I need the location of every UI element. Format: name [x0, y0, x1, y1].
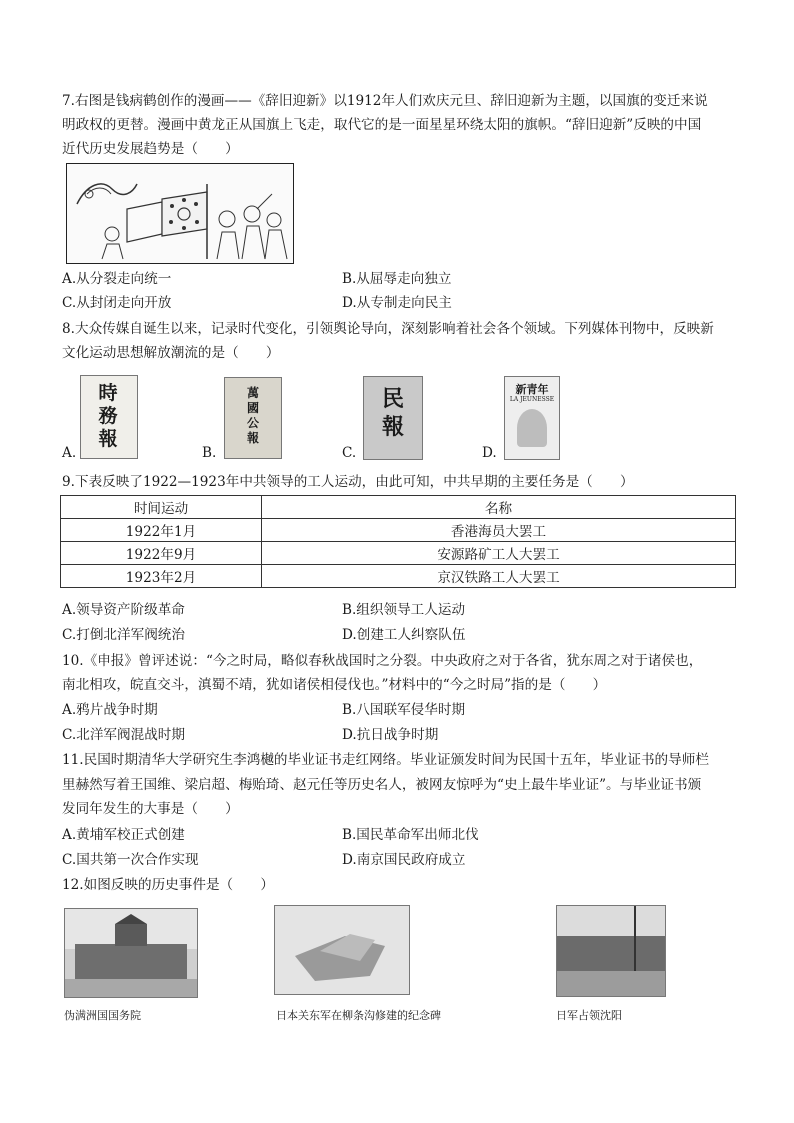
q7-option-b: B.从屈辱走向独立 — [342, 271, 452, 287]
cover-b-title: 萬國公報 — [246, 386, 259, 445]
q10-stem-line-1: 10.《申报》曾评述说：“今之时局，略似春秋战国时之分裂。中央政府之对于各省，犹东周之对于诸侯也， — [62, 653, 703, 669]
q8-cover-b-image — [224, 377, 282, 459]
table-row — [61, 519, 736, 542]
q8-cover-d-image — [504, 376, 560, 460]
q12-caption-3: 日军占领沈阳 — [556, 1009, 622, 1022]
occupation-photo — [557, 906, 665, 996]
table-header-cell: 时间运动 — [61, 496, 262, 519]
q8-option-d: D. — [482, 445, 497, 461]
q10-option-b: B.八国联军侵华时期 — [342, 702, 466, 718]
q10-stem-line-2: 南北相攻，皖直交斗，滇蜀不靖，犹如诸侯相侵伐也。”材料中的“今之时局”指的是（ ） — [62, 677, 607, 693]
q10-option-a: A.鸦片战争时期 — [62, 702, 158, 718]
q8-option-b: B. — [202, 445, 217, 461]
q7-stem-line-1: 7.右图是钱病鹤创作的漫画——《辞旧迎新》以1912年人们欢庆元旦、辞旧迎新为主题，以国旗的变迁来说 — [62, 93, 708, 109]
q9-option-a: A.领导资产阶级革命 — [62, 602, 185, 618]
q10-option-d: D.抗日战争时期 — [342, 727, 439, 743]
q7-stem-line-2: 明政权的更替。漫画中黄龙正从国旗上飞走，取代它的是一面星星环绕太阳的旗帜。“辞旧迎新”反映的中国 — [62, 117, 702, 133]
q8-cover-c-image — [363, 376, 423, 460]
q8-option-c: C. — [342, 445, 357, 461]
table-cell: 1922年1月 — [61, 519, 262, 542]
q8-cover-a-image — [80, 375, 138, 459]
q10-option-c: C.北洋军阀混战时期 — [62, 727, 185, 743]
q8-stem-line-1: 8.大众传媒自诞生以来，记录时代变化，引领舆论导向，深刻影响着社会各个领域。下列媒体刊物中，反映新 — [62, 321, 714, 337]
q9-table — [60, 495, 736, 588]
q11-stem-line-2: 里赫然写着王国维、梁启超、梅贻琦、赵元任等历史名人，被网友惊呼为“史上最牛毕业证”。与毕业证书颁 — [62, 777, 702, 793]
q7-stem-line-3: 近代历史发展趋势是（ ） — [62, 141, 239, 157]
table-row — [61, 565, 736, 588]
table-cell: 安源路矿工人大罢工 — [262, 542, 736, 565]
q12-photo-shenyang — [556, 905, 666, 997]
cover-c-title: 民報 — [381, 386, 404, 440]
q12-caption-1: 伪满洲国国务院 — [64, 1009, 141, 1022]
cartoon-drawing — [67, 164, 293, 263]
q9-option-b: B.组织领导工人运动 — [342, 602, 466, 618]
q7-cartoon-image — [66, 163, 294, 264]
q12-photo-state-council — [64, 908, 198, 998]
cover-d-portrait — [517, 409, 547, 447]
table-header-cell: 名称 — [262, 496, 736, 519]
q11-option-b: B.国民革命军出师北伐 — [342, 827, 479, 843]
table-row — [61, 542, 736, 565]
monument-photo — [275, 906, 409, 994]
q9-option-d: D.创建工人纠察队伍 — [342, 627, 466, 643]
q7-option-c: C.从封闭走向开放 — [62, 295, 172, 311]
table-cell: 1922年9月 — [61, 542, 262, 565]
q8-stem-line-2: 文化运动思想解放潮流的是（ ） — [62, 345, 280, 361]
q11-option-d: D.南京国民政府成立 — [342, 852, 466, 868]
cover-d-subtitle: LA JEUNESSE — [509, 396, 555, 403]
q9-option-c: C.打倒北洋军阀统治 — [62, 627, 185, 643]
cover-d-title: 新青年 — [515, 383, 549, 396]
q11-stem-line-1: 11.民国时期清华大学研究生李鸿樾的毕业证书走红网络。毕业证颁发时间为民国十五年，毕业证书的导师栏 — [62, 752, 709, 768]
q11-option-c: C.国共第一次合作实现 — [62, 852, 199, 868]
q12-caption-2: 日本关东军在柳条沟修建的纪念碑 — [276, 1009, 441, 1022]
table-cell: 香港海员大罢工 — [262, 519, 736, 542]
q11-option-a: A.黄埔军校正式创建 — [62, 827, 185, 843]
q9-stem: 9.下表反映了1922—1923年中共领导的工人运动，由此可知，中共早期的主要任务是（ ） — [62, 474, 634, 490]
cover-a-title: 時務報 — [98, 382, 118, 450]
table-cell: 京汉铁路工人大罢工 — [262, 565, 736, 588]
building-photo — [65, 909, 197, 997]
q11-stem-line-3: 发同年发生的大事是（ ） — [62, 801, 239, 817]
q12-stem: 12.如图反映的历史事件是（ ） — [62, 877, 274, 893]
q12-photo-monument — [274, 905, 410, 995]
q7-option-d: D.从专制走向民主 — [342, 295, 452, 311]
table-cell: 1923年2月 — [61, 565, 262, 588]
q7-option-a: A.从分裂走向统一 — [62, 271, 172, 287]
q8-option-a: A. — [62, 445, 77, 461]
table-header-row — [61, 496, 736, 519]
